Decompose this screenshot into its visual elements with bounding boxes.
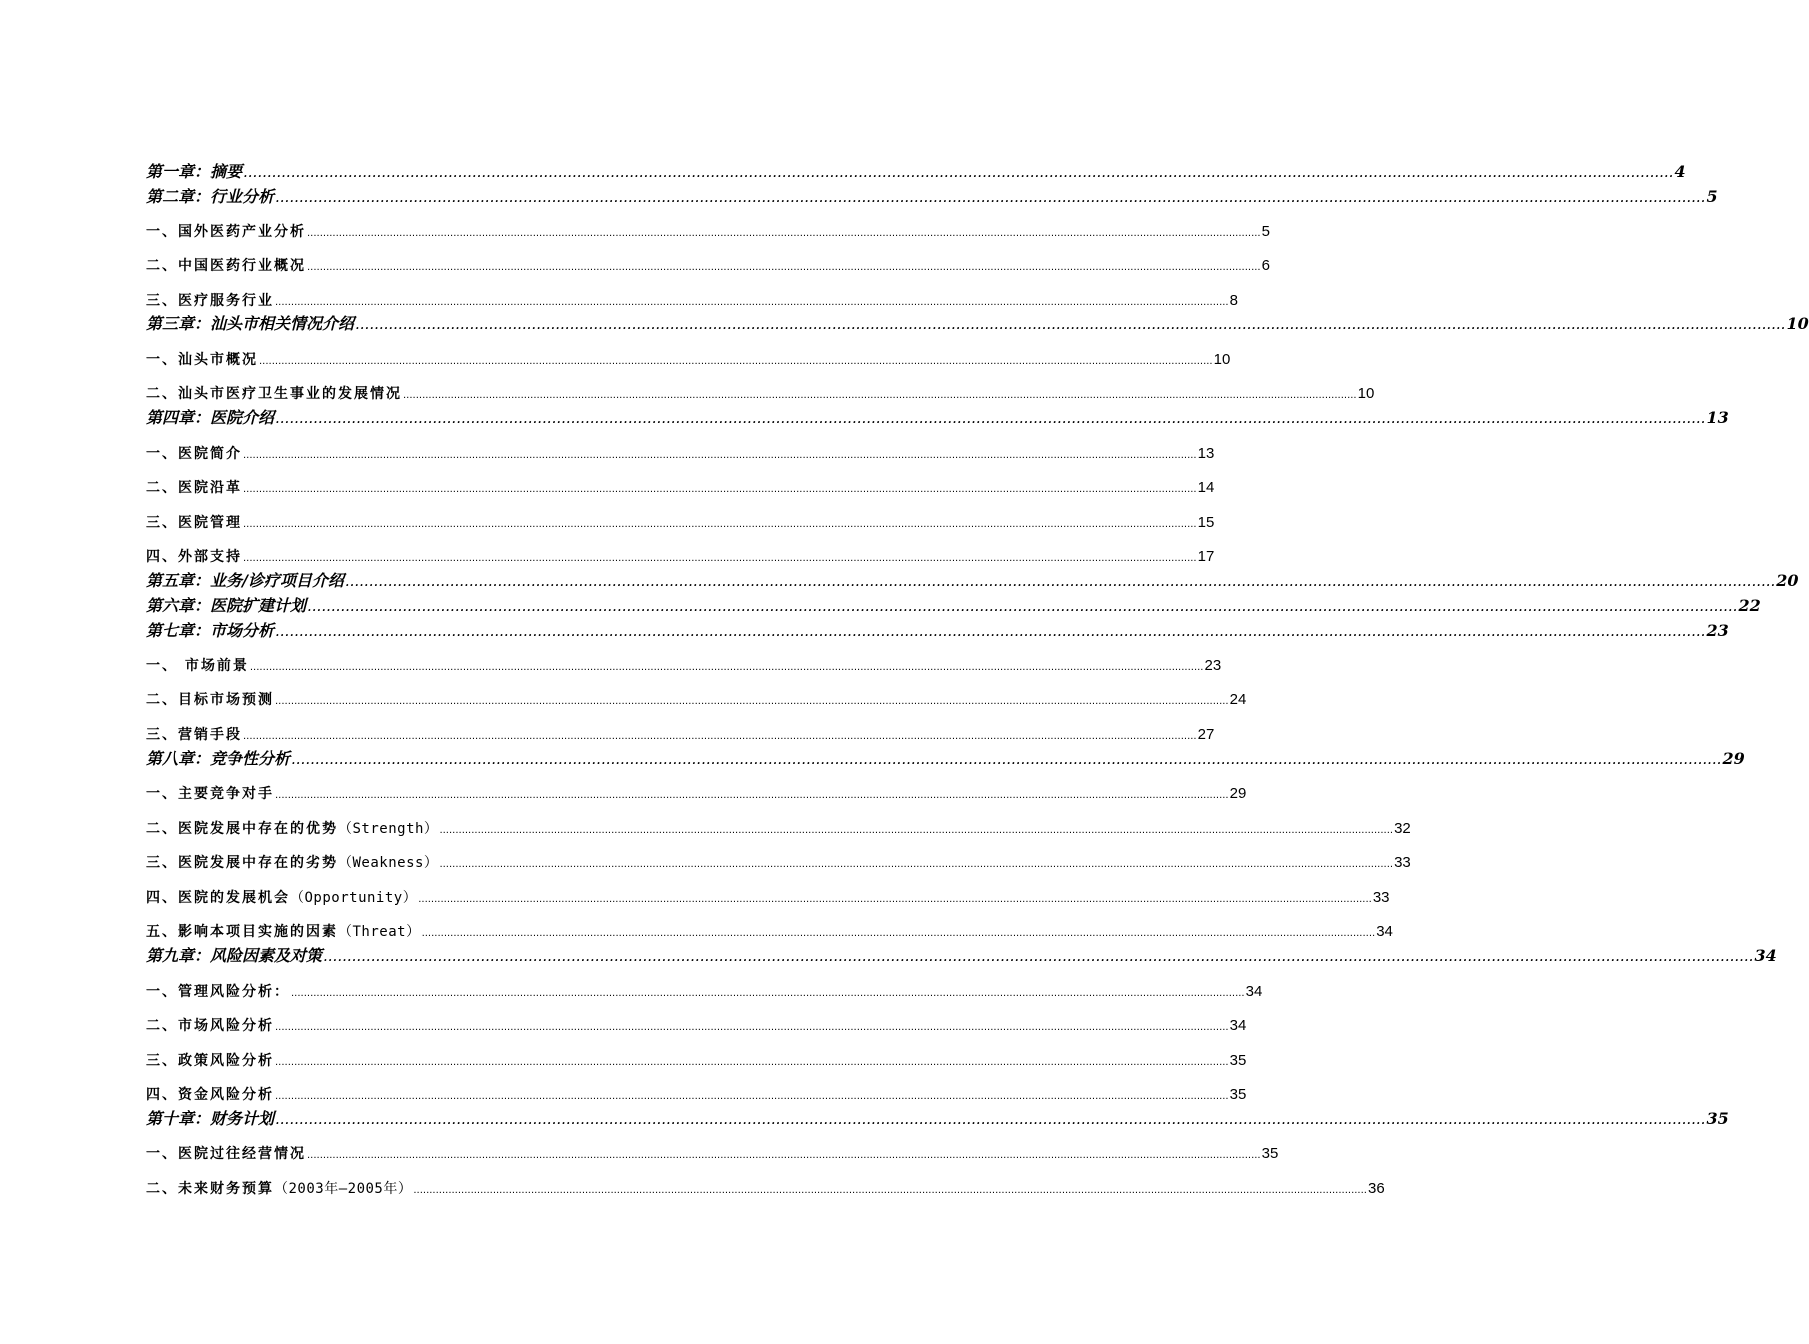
toc-dot-leader: ............................................................................................................................................................................................................................................................................................................ <box>275 409 1706 427</box>
toc-page-number: 29 <box>1722 749 1745 768</box>
toc-page-number: 24 <box>1229 691 1247 708</box>
toc-page-number: 4 <box>1674 162 1686 181</box>
toc-page-number: 27 <box>1197 726 1215 743</box>
toc-entry-title: 第七章：市场分析 <box>146 621 275 640</box>
toc-section-entry[interactable] <box>146 1050 1247 1072</box>
toc-page-number: 10 <box>1213 351 1231 368</box>
toc-entry-title: 二、市场风险分析 <box>146 1018 274 1034</box>
toc-section-entry[interactable] <box>146 921 1393 943</box>
toc-entry-title: 一、主要竞争对手 <box>146 786 274 802</box>
toc-page-number: 33 <box>1394 854 1411 871</box>
toc-dot-leader: ............................................................................................................................................................................................................................................................................................................ <box>439 825 1394 836</box>
toc-dot-leader: ............................................................................................................................................................................................................................................................................................................ <box>275 622 1706 640</box>
toc-section-entry[interactable] <box>146 724 1215 746</box>
toc-entry-title: 第四章：医院介绍 <box>146 408 275 427</box>
toc-dot-leader: ............................................................................................................................................................................................................................................................................................................ <box>344 572 1776 590</box>
toc-dot-leader: ............................................................................................................................................................................................................................................................................................................ <box>307 228 1261 239</box>
toc-entry-title-english: （Threat） <box>338 924 421 940</box>
toc-dot-leader: ............................................................................................................................................................................................................................................................................................................ <box>307 597 1738 615</box>
toc-dot-leader: ............................................................................................................................................................................................................................................................................................................ <box>275 1110 1706 1128</box>
toc-page-number: 32 <box>1394 820 1411 837</box>
toc-dot-leader: ............................................................................................................................................................................................................................................................................................................ <box>243 450 1197 461</box>
toc-entry-title: 二、未来财务预算 <box>146 1181 274 1197</box>
toc-dot-leader: ............................................................................................................................................................................................................................................................................................................ <box>275 790 1229 801</box>
toc-page-number: 33 <box>1372 889 1390 906</box>
toc-entry-title: 第六章：医院扩建计划 <box>146 596 307 615</box>
toc-entry-title: 一、 市场前景 <box>146 658 249 674</box>
toc-dot-leader: ............................................................................................................................................................................................................................................................................................................ <box>307 1150 1261 1161</box>
toc-page-number: 5 <box>1706 187 1718 206</box>
toc-chapter-entry[interactable] <box>146 570 1799 592</box>
toc-entry-title: 四、资金风险分析 <box>146 1087 274 1103</box>
toc-dot-leader: ............................................................................................................................................................................................................................................................................................................ <box>275 696 1229 707</box>
toc-dot-leader: ............................................................................................................................................................................................................................................................................................................ <box>275 1022 1229 1033</box>
toc-page-number: 35 <box>1261 1145 1279 1162</box>
toc-chapter-entry[interactable] <box>146 595 1761 617</box>
toc-section-entry[interactable] <box>146 383 1375 405</box>
toc-entry-title: 三、医疗服务行业 <box>146 293 274 309</box>
toc-page-number: 23 <box>1706 621 1729 640</box>
toc-section-entry[interactable] <box>146 512 1215 534</box>
toc-entry-title: 一、国外医药产业分析 <box>146 224 306 240</box>
toc-entry-title: 第二章：行业分析 <box>146 187 275 206</box>
toc-entry-title: 三、医院管理 <box>146 515 242 531</box>
toc-entry-title: 五、影响本项目实施的因素 <box>146 924 338 940</box>
toc-page-number: 34 <box>1245 983 1263 1000</box>
toc-dot-leader: ............................................................................................................................................................................................................................................................................................................ <box>403 390 1357 401</box>
toc-section-entry[interactable] <box>146 818 1411 840</box>
toc-section-entry[interactable] <box>146 1084 1247 1106</box>
toc-section-entry[interactable] <box>146 255 1270 277</box>
toc-section-entry[interactable] <box>146 981 1263 1003</box>
toc-section-entry[interactable] <box>146 349 1231 371</box>
table-of-contents <box>146 0 1809 1344</box>
toc-page-number: 17 <box>1197 548 1215 565</box>
toc-entry-title: 第十章：财务计划 <box>146 1109 275 1128</box>
toc-section-entry[interactable] <box>146 443 1215 465</box>
toc-section-entry[interactable] <box>146 689 1247 711</box>
toc-page-number: 6 <box>1261 257 1270 274</box>
toc-section-entry[interactable] <box>146 290 1238 312</box>
toc-dot-leader: ............................................................................................................................................................................................................................................................................................................ <box>355 315 1786 333</box>
toc-section-entry[interactable] <box>146 1178 1385 1200</box>
toc-page-number: 34 <box>1229 1017 1247 1034</box>
toc-dot-leader: ............................................................................................................................................................................................................................................................................................................ <box>275 188 1706 206</box>
toc-entry-title: 四、外部支持 <box>146 549 242 565</box>
toc-page-number: 23 <box>1204 657 1222 674</box>
toc-page-number: 34 <box>1376 923 1393 940</box>
toc-dot-leader: ............................................................................................................................................................................................................................................................................................................ <box>418 894 1372 905</box>
toc-section-entry[interactable] <box>146 477 1215 499</box>
toc-entry-title: 二、目标市场预测 <box>146 692 274 708</box>
toc-dot-leader: ............................................................................................................................................................................................................................................................................................................ <box>243 731 1197 742</box>
toc-page-number: 34 <box>1754 946 1777 965</box>
toc-dot-leader: ............................................................................................................................................................................................................................................................................................................ <box>439 859 1394 870</box>
toc-entry-title: 二、医院沿革 <box>146 480 242 496</box>
toc-section-entry[interactable] <box>146 655 1222 677</box>
toc-page-number: 8 <box>1229 292 1238 309</box>
toc-section-entry[interactable] <box>146 1143 1279 1165</box>
toc-page-number: 14 <box>1197 479 1215 496</box>
toc-entry-title: 一、医院过往经营情况 <box>146 1146 306 1162</box>
toc-chapter-entry[interactable] <box>146 748 1745 770</box>
toc-entry-title: 第九章：风险因素及对策 <box>146 946 323 965</box>
toc-page-number: 10 <box>1786 314 1809 333</box>
toc-chapter-entry[interactable] <box>146 1108 1729 1130</box>
toc-entry-title: 三、政策风险分析 <box>146 1053 274 1069</box>
toc-chapter-entry[interactable] <box>146 186 1718 208</box>
toc-dot-leader: ............................................................................................................................................................................................................................................................................................................ <box>259 356 1213 367</box>
toc-entry-title: 四、医院的发展机会 <box>146 890 290 906</box>
toc-entry-title: 第一章：摘要 <box>146 162 243 181</box>
toc-dot-leader: ............................................................................................................................................................................................................................................................................................................ <box>243 163 1674 181</box>
toc-chapter-entry[interactable] <box>146 945 1777 967</box>
toc-section-entry[interactable] <box>146 887 1390 909</box>
toc-chapter-entry[interactable] <box>146 161 1686 183</box>
toc-page-number: 20 <box>1776 571 1799 590</box>
toc-dot-leader: ............................................................................................................................................................................................................................................................................................................ <box>249 662 1204 673</box>
toc-page-number: 22 <box>1738 596 1761 615</box>
toc-page-number: 13 <box>1197 445 1215 462</box>
toc-dot-leader: ............................................................................................................................................................................................................................................................................................................ <box>275 297 1229 308</box>
toc-page-number: 29 <box>1229 785 1247 802</box>
toc-entry-title: 第五章：业务/诊疗项目介绍 <box>146 571 344 590</box>
toc-dot-leader: ............................................................................................................................................................................................................................................................................................................ <box>243 519 1197 530</box>
toc-dot-leader: ............................................................................................................................................................................................................................................................................................................ <box>275 1057 1229 1068</box>
toc-entry-title: 三、营销手段 <box>146 727 242 743</box>
toc-entry-title: 二、医院发展中存在的优势 <box>146 821 338 837</box>
toc-page-number: 15 <box>1197 514 1215 531</box>
toc-chapter-entry[interactable] <box>146 620 1729 642</box>
toc-entry-title: 一、医院简介 <box>146 446 242 462</box>
toc-page-number: 35 <box>1706 1109 1729 1128</box>
toc-dot-leader: ............................................................................................................................................................................................................................................................................................................ <box>243 553 1197 564</box>
toc-entry-title: 二、中国医药行业概况 <box>146 258 306 274</box>
toc-entry-title-english: （Strength） <box>338 821 439 837</box>
toc-page-number: 10 <box>1357 385 1375 402</box>
toc-dot-leader: ............................................................................................................................................................................................................................................................................................................ <box>291 750 1722 768</box>
toc-dot-leader: ............................................................................................................................................................................................................................................................................................................ <box>413 1185 1367 1196</box>
toc-entry-title: 一、管理风险分析： <box>146 984 290 1000</box>
toc-page-number: 35 <box>1229 1052 1247 1069</box>
toc-chapter-entry[interactable] <box>146 407 1729 429</box>
toc-entry-title-english: （Weakness） <box>338 855 439 871</box>
toc-entry-title: 第三章：汕头市相关情况介绍 <box>146 314 355 333</box>
toc-dot-leader: ............................................................................................................................................................................................................................................................................................................ <box>291 988 1245 999</box>
toc-section-entry[interactable] <box>146 852 1411 874</box>
toc-page-number: 5 <box>1261 223 1270 240</box>
toc-entry-title: 一、汕头市概况 <box>146 352 258 368</box>
toc-dot-leader: ............................................................................................................................................................................................................................................................................................................ <box>243 484 1197 495</box>
toc-chapter-entry[interactable] <box>146 313 1809 335</box>
toc-section-entry[interactable] <box>146 546 1215 568</box>
toc-dot-leader: ............................................................................................................................................................................................................................................................................................................ <box>307 262 1261 273</box>
toc-entry-title: 三、医院发展中存在的劣势 <box>146 855 338 871</box>
toc-dot-leader: ............................................................................................................................................................................................................................................................................................................ <box>323 947 1754 965</box>
toc-dot-leader: ............................................................................................................................................................................................................................................................................................................ <box>421 928 1376 939</box>
toc-page-number: 13 <box>1706 408 1729 427</box>
toc-section-entry[interactable] <box>146 783 1247 805</box>
toc-entry-title: 二、汕头市医疗卫生事业的发展情况 <box>146 386 402 402</box>
toc-entry-title: 第八章：竞争性分析 <box>146 749 291 768</box>
toc-page-number: 35 <box>1229 1086 1247 1103</box>
toc-section-entry[interactable] <box>146 1015 1247 1037</box>
toc-page-number: 36 <box>1367 1180 1385 1197</box>
toc-entry-title-english: （Opportunity） <box>290 890 418 906</box>
toc-entry-title-english: （2003年—2005年） <box>274 1181 413 1197</box>
toc-section-entry[interactable] <box>146 221 1270 243</box>
toc-dot-leader: ............................................................................................................................................................................................................................................................................................................ <box>275 1091 1229 1102</box>
